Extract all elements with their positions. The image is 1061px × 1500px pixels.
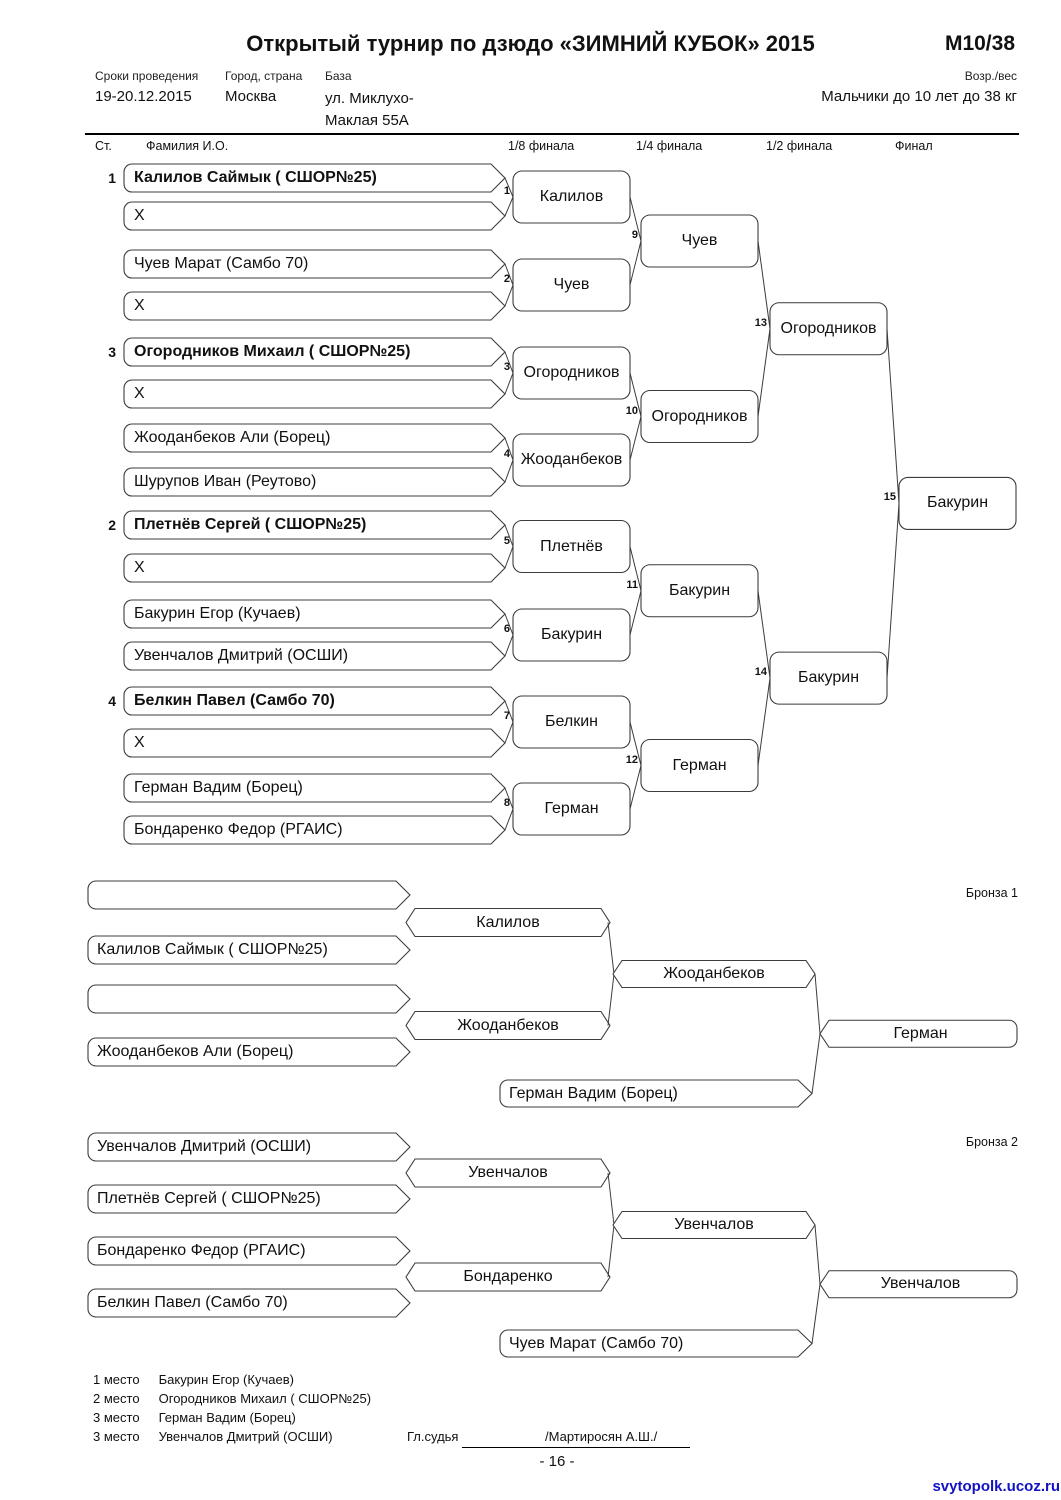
entry-name: Белкин Павел (Самбо 70) — [134, 692, 335, 709]
category-code: М10/38 — [944, 32, 1015, 55]
place-name: Увенчалов Дмитрий (ОСШИ) — [158, 1429, 333, 1444]
site-watermark: svytopolk.ucoz.ru — [932, 1478, 1060, 1495]
match-winner-name: Белкин — [545, 713, 598, 731]
entry-name: Шурупов Иван (Реутово) — [134, 473, 317, 490]
bronze-round2-winner: Калилов — [476, 913, 540, 931]
bronze-challenger-name: Чуев Марат (Самбо 70) — [509, 1334, 684, 1352]
match-number: 7 — [503, 710, 510, 722]
bronze-challenger-name: Герман Вадим (Борец) — [509, 1084, 678, 1102]
entry-name: Чуев Марат (Самбо 70) — [134, 255, 309, 272]
bronze-entry-name: Увенчалов Дмитрий (ОСШИ) — [97, 1138, 312, 1155]
seed-number: 4 — [108, 693, 116, 709]
match-winner-name: Огородников — [780, 319, 877, 337]
venue-label: База — [325, 69, 352, 83]
signature-line — [462, 1447, 690, 1448]
chief-judge-name: /Мартиросян А.Ш./ — [545, 1429, 658, 1444]
place-label: 3 место — [93, 1429, 140, 1444]
dates-label: Сроки проведения — [95, 69, 199, 83]
match-number: 12 — [625, 753, 638, 766]
chief-judge-label: Гл.судья — [407, 1429, 459, 1444]
city-value: Москва — [225, 88, 277, 105]
match-winner-name: Чуев — [553, 276, 590, 294]
match-winner-name: Калилов — [539, 188, 604, 206]
bronze-winner-name: Увенчалов — [880, 1275, 961, 1293]
column-header-final: Финал — [895, 139, 933, 153]
age-weight-label: Возр./вес — [964, 69, 1017, 83]
match-number: 11 — [626, 578, 638, 591]
entry-name: Х — [134, 734, 145, 751]
entry-name: Х — [134, 559, 145, 576]
match-number: 10 — [625, 404, 638, 417]
match-winner-name: Бакурин — [540, 626, 603, 644]
match-winner-name: Герман — [672, 756, 727, 774]
place-name: Бакурин Егор (Кучаев) — [158, 1372, 294, 1387]
bronze-round2-winner: Увенчалов — [468, 1164, 548, 1182]
match-winner-name: Жооданбеков — [520, 451, 623, 469]
match-number: 5 — [503, 534, 510, 547]
bronze-round2-winner: Жооданбеков — [457, 1016, 559, 1034]
seed-number: 2 — [108, 517, 116, 533]
column-header-r16: 1/8 финала — [508, 139, 575, 153]
bronze-round3-winner: Увенчалов — [674, 1216, 754, 1234]
entry-name: Увенчалов Дмитрий (ОСШИ) — [134, 647, 349, 664]
bronze-winner-name: Герман — [893, 1024, 948, 1042]
bronze-entry-name: Бондаренко Федор (РГАИС) — [97, 1242, 306, 1259]
result-row-1 — [93, 1372, 294, 1387]
match-number: 3 — [503, 361, 510, 373]
result-row-3 — [93, 1410, 296, 1425]
seed-number: 1 — [108, 170, 116, 186]
match-winner-name: Бакурин — [797, 669, 860, 687]
dates-value: 19-20.12.2015 — [95, 88, 192, 105]
bronze-entry-name: Калилов Саймык ( СШОР№25) — [97, 941, 328, 958]
match-number: 14 — [754, 666, 767, 679]
match-number: 9 — [631, 229, 638, 241]
header-divider — [85, 133, 1019, 135]
bronze-2-label: Бронза 2 — [965, 1135, 1018, 1149]
match-winner-name: Плетнёв — [540, 537, 603, 555]
bronze-entry-name: Плетнёв Сергей ( СШОР№25) — [97, 1190, 321, 1207]
venue-value: ул. Миклухо-Маклая 55А — [325, 90, 414, 129]
match-winner-name: Огородников — [523, 364, 620, 382]
seed-number: 3 — [108, 344, 116, 360]
match-number: 1 — [503, 185, 510, 197]
match-winner-name: Чуев — [681, 232, 718, 250]
entry-name: Плетнёв Сергей ( СШОР№25) — [134, 516, 367, 533]
match-winner-name: Герман — [544, 800, 599, 818]
entry-name: Х — [134, 297, 145, 314]
result-row-2 — [93, 1391, 371, 1406]
match-winner-name: Огородников — [651, 407, 748, 425]
match-number: 4 — [503, 448, 510, 460]
bronze-1-label: Бронза 1 — [965, 886, 1018, 900]
entry-name: Герман Вадим (Борец) — [134, 779, 303, 796]
entry-name: Х — [134, 385, 145, 402]
match-number: 2 — [503, 273, 510, 285]
bronze-round3-winner: Жооданбеков — [663, 965, 765, 983]
place-label: 3 место — [93, 1410, 140, 1425]
match-number: 13 — [754, 316, 767, 329]
match-number: 6 — [503, 623, 510, 635]
place-label: 1 место — [93, 1372, 140, 1387]
column-header-sf: 1/2 финала — [766, 139, 833, 153]
bronze-entry-name: Жооданбеков Али (Борец) — [97, 1043, 294, 1060]
bronze-round2-winner: Бондаренко — [463, 1268, 553, 1286]
city-label: Город, страна — [225, 69, 303, 83]
age-weight-value: Мальчики до 10 лет до 38 кг — [821, 88, 1017, 105]
page-number: - 16 - — [539, 1453, 575, 1470]
match-winner-name: Бакурин — [668, 581, 731, 599]
column-header-name: Фамилия И.О. — [146, 139, 229, 153]
place-label: 2 место — [93, 1391, 140, 1406]
match-winner-name: Бакурин — [926, 494, 989, 512]
entry-name: Жооданбеков Али (Борец) — [134, 429, 331, 446]
entry-name: Огородников Михаил ( СШОР№25) — [134, 343, 411, 360]
match-number: 15 — [883, 491, 896, 504]
page-title: Открытый турнир по дзюдо «ЗИМНИЙ КУБОК» 2015 — [246, 31, 815, 56]
entry-name: Бондаренко Федор (РГАИС) — [134, 821, 343, 838]
match-number: 8 — [503, 797, 510, 809]
entry-name: Х — [134, 207, 145, 224]
column-header-st: Ст. — [95, 139, 112, 153]
place-name: Герман Вадим (Борец) — [158, 1410, 296, 1425]
place-name: Огородников Михаил ( СШОР№25) — [158, 1391, 372, 1406]
column-header-qf: 1/4 финала — [636, 139, 703, 153]
result-row-4 — [93, 1429, 333, 1444]
entry-name: Калилов Саймык ( СШОР№25) — [134, 169, 377, 186]
bronze-entry-name: Белкин Павел (Самбо 70) — [97, 1294, 288, 1311]
entry-name: Бакурин Егор (Кучаев) — [134, 605, 301, 622]
